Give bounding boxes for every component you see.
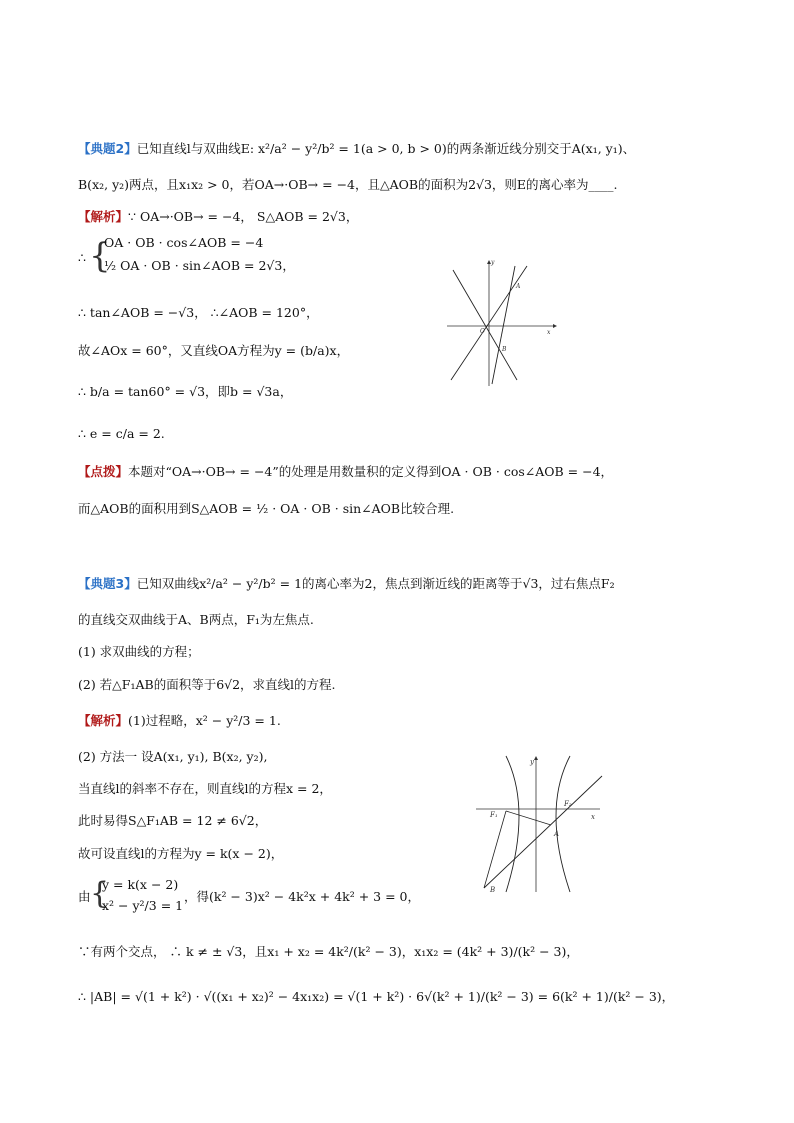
ex3-sys-post: ，得(k² − 3)x² − 4k²x + 4k² + 3 = 0， <box>184 889 420 904</box>
ex3-sol4: 此时易得S△F₁AB = 12 ≠ 6√2， <box>78 813 268 828</box>
segment-f1b <box>484 811 506 888</box>
ex3-statement-line1 <box>78 575 615 593</box>
line-l <box>484 776 602 888</box>
ex2-sol6: ∴ e = c/a = 2. <box>78 426 165 441</box>
ex3-line2: 的直线交双曲线于A、B两点，F₁为左焦点. <box>78 612 314 627</box>
ex3-sys-pre: 由 <box>78 889 91 904</box>
y-label: y <box>530 758 534 766</box>
ex2-solution-line1 <box>78 208 358 226</box>
ex3-q2: (2) 若△F₁AB的面积等于6√2，求直线l的方程. <box>78 677 336 692</box>
f2-label: F₂ <box>564 800 572 808</box>
ex3-sol3: 当直线l的斜率不存在，则直线l的方程x = 2， <box>78 781 332 796</box>
ex3-sol2: (2) 方法一 设A(x₁, y₁), B(x₂, y₂), <box>78 749 268 764</box>
ex3-sol5: 故可设直线l的方程为y = k(x − 2)， <box>78 846 284 861</box>
ex3-solution-tag: 【解析】 <box>78 713 129 728</box>
ex2-sol1: ∵ OA→·OB→ = −4， S△AOB = 2√3， <box>128 209 359 224</box>
ex2-note2: 而△AOB的面积用到S△AOB = ½ · OA · OB · sin∠AOB比较合理. <box>78 501 455 516</box>
ex2-note-tag: 【点拨】 <box>78 464 129 479</box>
ex2-sol3: ∴ tan∠AOB = −√3， ∴∠AOB = 120°， <box>78 305 319 320</box>
hyperbola-figure <box>470 752 610 894</box>
ex3-solution-line1 <box>78 712 281 730</box>
ex2-note1-text: 本题对“OA→·OB→ = −4”的处理是用数量积的定义得到OA · OB · cos∠AOB = −4， <box>128 464 614 479</box>
ex3-sol8: ∴ |AB| = √(1 + k²) · √((x₁ + x₂)² − 4x₁x₂) = √(1 + k²) · 6√(k² + 1)/(k² − 3) = 6(k² + 1)/(k² − 3)， <box>78 989 675 1004</box>
ex3-tag: 【典题3】 <box>78 576 137 591</box>
ex2-sol5: ∴ b/a = tan60° = √3，即b = √3a， <box>78 384 293 399</box>
segment-f1a <box>506 811 551 825</box>
x-label: x <box>591 813 595 821</box>
ex2-sys-b: ½ OA · OB · sin∠AOB = 2√3， <box>104 258 295 273</box>
point-a-label: A <box>516 283 521 290</box>
ex2-solution-tag: 【解析】 <box>78 209 129 224</box>
x-label: x <box>547 329 551 336</box>
right-branch <box>556 756 570 892</box>
x-axis-arrow <box>553 324 557 328</box>
ex3-sol1: (1)过程略，x² − y²/3 = 1. <box>128 713 281 728</box>
left-branch <box>506 756 519 892</box>
point-a-label: A <box>554 830 560 838</box>
point-b-label: B <box>502 346 507 353</box>
ex2-statement-line2: B(x₂, y₂)两点，且x₁x₂ > 0，若OA→·OB→ = −4，且△AOB的面积为2√3，则E的离心率为____. <box>78 177 618 192</box>
ex3-sys-a: y = k(x − 2) <box>102 877 179 892</box>
line-l <box>492 266 515 384</box>
asymptote-figure <box>445 258 557 388</box>
ex2-sys-a: OA · OB · cos∠AOB = −4 <box>104 235 264 250</box>
point-b-label: B <box>490 886 496 894</box>
origin-label: O <box>480 328 485 335</box>
ex2-line1-text: 已知直线l与双曲线E: x²/a² − y²/b² = 1(a > 0, b > 0)的两条渐近线分别交于A(x₁, y₁)、 <box>136 141 636 156</box>
y-axis-arrow <box>534 756 538 760</box>
ex3-q1: (1) 求双曲线的方程； <box>78 644 200 659</box>
ex3-sys-b: x² − y²/3 = 1 <box>102 898 184 913</box>
y-label: y <box>491 259 495 266</box>
ex2-statement-line1 <box>78 140 635 158</box>
ex3-line1-text: 已知双曲线x²/a² − y²/b² = 1的离心率为2，焦点到渐近线的距离等于√3，过右焦点F₂ <box>136 576 615 591</box>
ex3-sol7: ∵有两个交点， ∴ k ≠ ± √3，且x₁ + x₂ = 4k²/(k² − 3)，x₁x₂ = (4k² + 3)/(k² − 3)， <box>78 944 579 959</box>
asymptote-line-2 <box>453 270 517 380</box>
f1-label: F₁ <box>490 811 498 819</box>
ex2-tag: 【典题2】 <box>78 141 137 156</box>
ex2-note-line1 <box>78 463 613 481</box>
ex2-sol4: 故∠AOx = 60°，又直线OA方程为y = (b/a)x， <box>78 343 350 358</box>
